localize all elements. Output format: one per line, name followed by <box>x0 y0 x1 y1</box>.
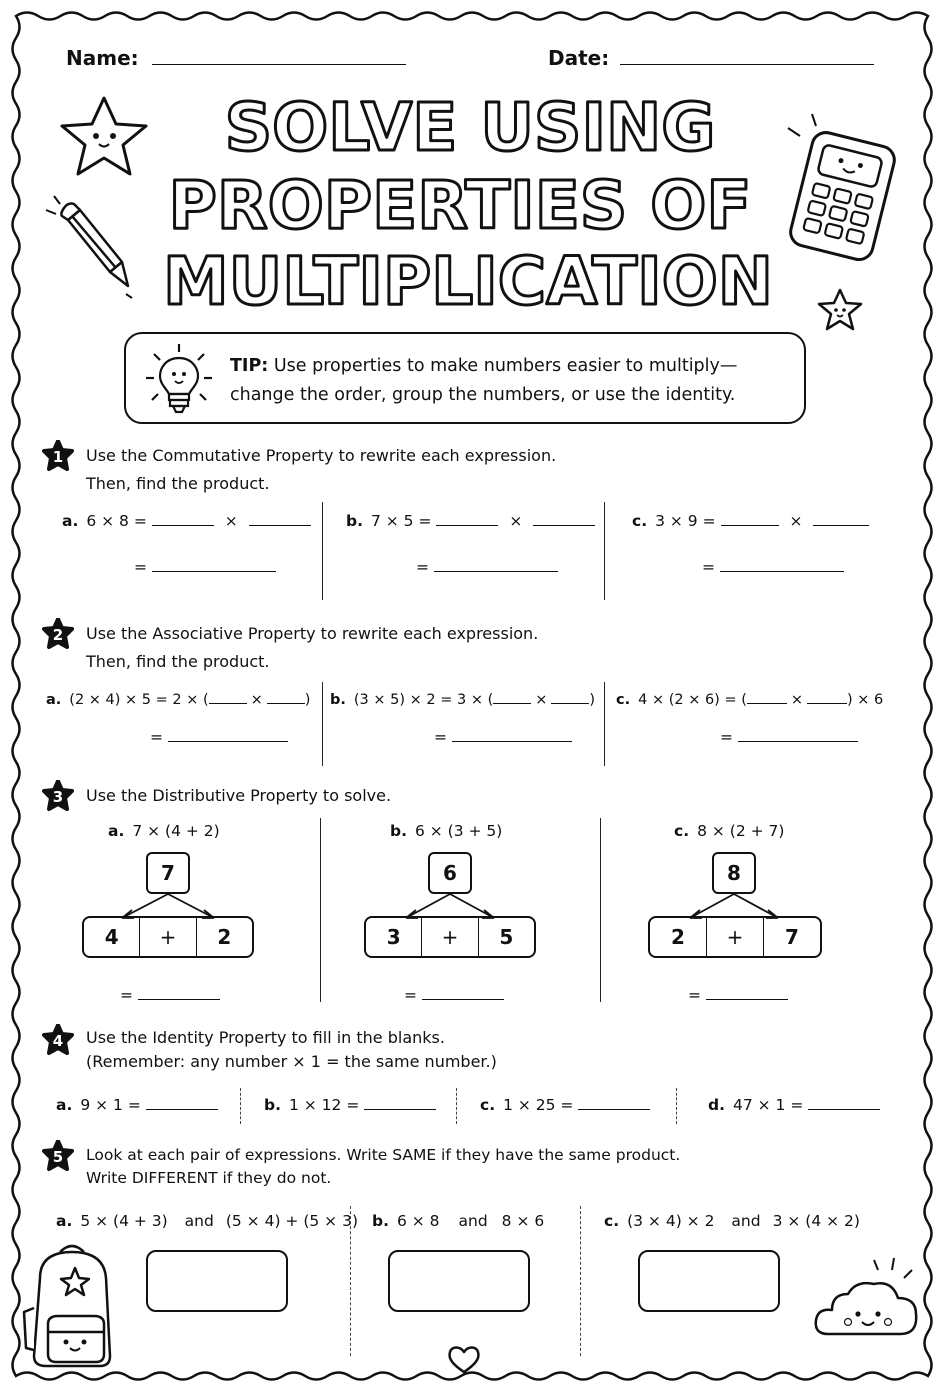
s2-c-answer-blank[interactable] <box>738 728 858 742</box>
plus-sign: + <box>139 918 196 956</box>
lightbulb-icon <box>144 342 214 418</box>
s2-a-blank-2[interactable] <box>267 690 305 704</box>
title-line-2: PROPERTIES OF <box>168 167 752 244</box>
s4-a-blank[interactable] <box>146 1096 218 1110</box>
s1-a-blank-2[interactable] <box>249 512 311 526</box>
s3-b-left-addend: 3 <box>386 925 401 949</box>
divider <box>322 502 323 600</box>
divider <box>456 1088 457 1124</box>
s5-b-answer-box[interactable] <box>388 1250 530 1312</box>
name-label: Name: <box>66 46 139 70</box>
s3-item-c-answer: = <box>688 986 788 1004</box>
s5-line-1: Look at each pair of expressions. Write SAME if they have the same product. <box>86 1146 681 1164</box>
date-field[interactable] <box>548 46 874 70</box>
s2-item-a: a. (2 × 4) × 5 = 2 × ( × ) <box>46 692 311 708</box>
s2-item-c-answer: = <box>720 728 858 746</box>
s3-a-right-addend: 2 <box>217 925 232 949</box>
svg-text:3: 3 <box>52 788 64 806</box>
section-1-instructions <box>86 442 556 498</box>
s1-b-blank-1[interactable] <box>436 512 498 526</box>
tip-line-1: Use properties to make numbers easier to multiply— <box>273 356 738 376</box>
s2-b-answer-blank[interactable] <box>452 728 572 742</box>
pencil-icon <box>40 190 140 300</box>
s1-item-a: a. 6 × 8 = × <box>62 512 311 530</box>
tip-label: TIP: <box>230 356 269 376</box>
section-3-badge <box>42 780 74 812</box>
s1-line-2: Then, find the product. <box>86 474 270 493</box>
s3-a-answer-blank[interactable] <box>138 986 220 1000</box>
s3-line-1: Use the Distributive Property to solve. <box>86 786 392 805</box>
s3-item-b: b. 6 × (3 + 5) <box>390 822 503 840</box>
s3-item-c: c. 8 × (2 + 7) <box>674 822 785 840</box>
title-line-3: MULTIPLICATION <box>163 243 773 312</box>
s4-line-2: (Remember: any number × 1 = the same number.) <box>86 1052 497 1071</box>
s3-c-split-boxes <box>648 916 822 958</box>
date-line[interactable] <box>620 64 874 65</box>
tip-line-2: change the order, group the numbers, or use the identity. <box>230 385 736 405</box>
svg-text:4: 4 <box>52 1032 64 1050</box>
name-line[interactable] <box>152 64 406 65</box>
s3-b-answer-blank[interactable] <box>422 986 504 1000</box>
s5-item-c: c. (3 × 4) × 2 and 3 × (4 × 2) <box>604 1212 860 1230</box>
star-icon <box>58 92 154 180</box>
divider <box>604 502 605 600</box>
date-label: Date: <box>548 46 610 70</box>
s1-item-a-answer: = <box>134 558 276 576</box>
svg-text:2: 2 <box>52 626 64 644</box>
s2-a-blank-1[interactable] <box>209 690 247 704</box>
s3-b-top-box: 6 <box>428 852 472 894</box>
s1-b-blank-2[interactable] <box>533 512 595 526</box>
s2-a-answer-blank[interactable] <box>168 728 288 742</box>
s3-a-top-box: 7 <box>146 852 190 894</box>
s3-a-split-boxes <box>82 916 254 958</box>
section-3-instructions <box>86 782 391 810</box>
plus-sign: + <box>706 918 764 956</box>
s2-b-blank-2[interactable] <box>551 690 589 704</box>
s1-item-b-answer: = <box>416 558 558 576</box>
s1-item-c: c. 3 × 9 = × <box>632 512 869 530</box>
divider <box>350 1206 351 1356</box>
s3-item-b-answer: = <box>404 986 504 1004</box>
s4-item-d: d. 47 × 1 = <box>708 1096 880 1114</box>
s3-item-a-answer: = <box>120 986 220 1004</box>
s5-item-a: a. 5 × (4 + 3) and (5 × 4) + (5 × 3) <box>56 1212 359 1230</box>
s4-b-blank[interactable] <box>364 1096 436 1110</box>
s3-a-left-addend: 4 <box>104 925 119 949</box>
s1-b-answer-blank[interactable] <box>434 558 558 572</box>
s3-c-right-addend: 7 <box>785 925 799 949</box>
divider <box>676 1088 677 1124</box>
s4-item-c: c. 1 × 25 = <box>480 1096 650 1114</box>
name-field[interactable] <box>66 46 406 70</box>
backpack-icon <box>20 1238 130 1372</box>
s2-item-c: c. 4 × (2 × 6) = ( × ) × 6 <box>616 692 884 708</box>
tip-box <box>124 332 806 424</box>
s1-line-1: Use the Commutative Property to rewrite each expression. <box>86 446 557 465</box>
s3-c-answer-blank[interactable] <box>706 986 788 1000</box>
cloud-icon <box>808 1250 926 1346</box>
section-5-instructions <box>86 1144 680 1190</box>
section-2-badge <box>42 618 74 650</box>
s3-c-left-addend: 2 <box>671 925 685 949</box>
section-5-badge <box>42 1140 74 1172</box>
s2-b-blank-1[interactable] <box>493 690 531 704</box>
s4-item-b: b. 1 × 12 = <box>264 1096 436 1114</box>
s3-c-top-box: 8 <box>712 852 756 894</box>
s1-a-answer-blank[interactable] <box>152 558 276 572</box>
s5-item-b: b. 6 × 8 and 8 × 6 <box>372 1212 545 1230</box>
divider <box>600 818 601 1002</box>
s2-c-blank-1[interactable] <box>747 690 787 704</box>
s4-c-blank[interactable] <box>578 1096 650 1110</box>
s2-item-b-answer: = <box>434 728 572 746</box>
title-line-1: SOLVE USING <box>224 89 716 166</box>
s5-a-answer-box[interactable] <box>146 1250 288 1312</box>
s4-line-1: Use the Identity Property to fill in the blanks. <box>86 1028 445 1047</box>
s1-c-blank-2[interactable] <box>813 512 869 526</box>
divider <box>322 682 323 766</box>
tip-text <box>230 352 790 410</box>
section-1-badge <box>42 440 74 472</box>
s2-item-b: b. (3 × 5) × 2 = 3 × ( × ) <box>330 692 596 708</box>
section-4-instructions <box>86 1026 497 1074</box>
svg-text:5: 5 <box>52 1148 64 1166</box>
s2-c-blank-2[interactable] <box>807 690 847 704</box>
s1-c-answer-blank[interactable] <box>720 558 844 572</box>
worksheet-title <box>150 82 790 312</box>
svg-text:1: 1 <box>52 448 64 466</box>
divider <box>580 1206 581 1356</box>
divider <box>240 1088 241 1124</box>
heart-icon <box>446 1344 482 1376</box>
s3-item-a: a. 7 × (4 + 2) <box>108 822 220 840</box>
s1-item-c-answer: = <box>702 558 844 576</box>
calculator-icon <box>778 108 898 268</box>
s1-item-b: b. 7 × 5 = × <box>346 512 595 530</box>
divider <box>604 682 605 766</box>
s4-d-blank[interactable] <box>808 1096 880 1110</box>
s2-line-1: Use the Associative Property to rewrite each expression. <box>86 624 539 643</box>
s5-c-answer-box[interactable] <box>638 1250 780 1312</box>
s2-line-2: Then, find the product. <box>86 652 270 671</box>
section-2-instructions <box>86 620 538 676</box>
s5-line-2: Write DIFFERENT if they do not. <box>86 1169 332 1187</box>
s2-item-a-answer: = <box>150 728 288 746</box>
plus-sign: + <box>421 918 478 956</box>
s1-c-blank-1[interactable] <box>721 512 779 526</box>
divider <box>320 818 321 1002</box>
s3-b-split-boxes <box>364 916 536 958</box>
s4-item-a: a. 9 × 1 = <box>56 1096 218 1114</box>
section-4-badge <box>42 1024 74 1056</box>
s1-a-blank-1[interactable] <box>152 512 214 526</box>
small-star-icon <box>814 286 866 334</box>
s3-b-right-addend: 5 <box>499 925 514 949</box>
